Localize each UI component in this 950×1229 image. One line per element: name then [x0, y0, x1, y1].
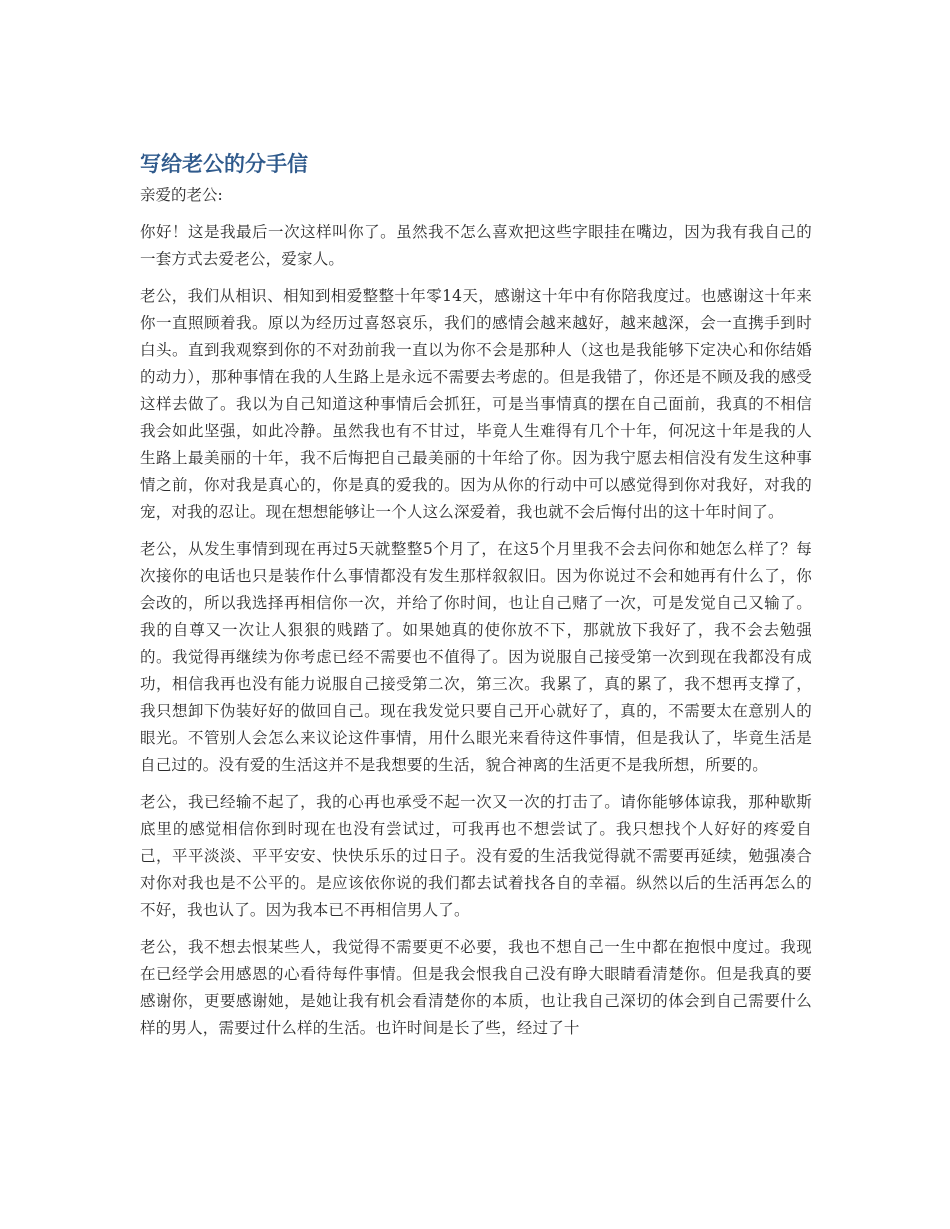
document-page — [140, 148, 812, 1052]
paragraph-1: 你好！这是我最后一次这样叫你了。虽然我不怎么喜欢把这些字眼挂在嘴边，因为我有我自己的一套方式去爱老公，爱家人。 — [140, 223, 812, 268]
document-title: 写给老公的分手信 — [140, 152, 308, 176]
paragraph-3: 老公，从发生事情到现在再过5天就整整5个月了，在这5个月里我不会去问你和她怎么样了？每次接你的电话也只是装作什么事情都没有发生那样叙叙旧。因为你说过不会和她再有什么了，你会改的，所以我选择再相信你一次，并给了你时间，也让自己赌了一次，可是发觉自己又输了。我的自尊又一次让人狠狠的贱踏了。如果她真的使你放不下，那就放下我好了，我不会去勉强的。我觉得再继续为你考虑已经不需要也不值得了。因为说服自己接受第一次到现在我都没有成功，相信我再也没有能力说服自己接受第二次，第三次。我累了，真的累了，我不想再支撑了，我只想卸下伪装好好的做回自己。现在我发觉只要自己开心就好了，真的，不需要太在意别人的眼光。不管别人会怎么来议论这件事情，用什么眼光来看待这件事情，但是我认了，毕竟生活是自己过的。没有爱的生活这并不是我想要的生活，貌合神离的生活更不是我所想，所要的。 — [140, 540, 812, 774]
paragraph-2: 老公，我们从相识、相知到相爱整整十年零14天，感谢这十年中有你陪我度过。也感谢这十年来你一直照顾着我。原以为经历过喜怒哀乐，我们的感情会越来越好，越来越深，会一直携手到时白头。直到我观察到你的不对劲前我一直以为你不会是那种人（这也是我能够下定决心和你结婚的动力），那种事情在我的人生路上是永远不需要去考虑的。但是我错了，你还是不顾及我的感受这样去做了。我以为自己知道这种事情后会抓狂，可是当事情真的摆在自己面前，我真的不相信我会如此坚强，如此冷静。虽然我也有不甘过，毕竟人生难得有几个十年，何况这十年是我的人生路上最美丽的十年，我不后悔把自己最美丽的十年给了你。因为我宁愿去相信没有发生这种事情之前，你对我是真心的，你是真的爱我的。因为从你的行动中可以感觉得到你对我好，对我的宠，对我的忍让。现在想想能够让一个人这么深爱着，我也就不会后悔付出的这十年时间了。 — [140, 287, 812, 521]
salutation: 亲爱的老公: — [140, 186, 223, 204]
paragraph-5: 老公，我不想去恨某些人，我觉得不需要更不必要，我也不想自己一生中都在抱恨中度过。我现在已经学会用感恩的心看待每件事情。但是我会恨我自己没有睁大眼睛看清楚你。但是我真的要感谢你，更要感谢她，是她让我有机会看清楚你的本质，也让我自己深切的体会到自己需要什么样的男人，需要过什么样的生活。也许时间是长了些，经过了十 — [140, 938, 812, 1037]
paragraph-4: 老公，我已经输不起了，我的心再也承受不起一次又一次的打击了。请你能够体谅我，那种歇斯底里的感觉相信你到时现在也没有尝试过，可我再也不想尝试了。我只想找个人好好的疼爱自己，平平淡淡、平平安安、快快乐乐的过日子。没有爱的生活我觉得就不需要再延续，勉强凑合对你对我也是不公平的。是应该依你说的我们都去试着找各自的幸福。纵然以后的生活再怎么的不好，我也认了。因为我本已不再相信男人了。 — [140, 793, 812, 919]
